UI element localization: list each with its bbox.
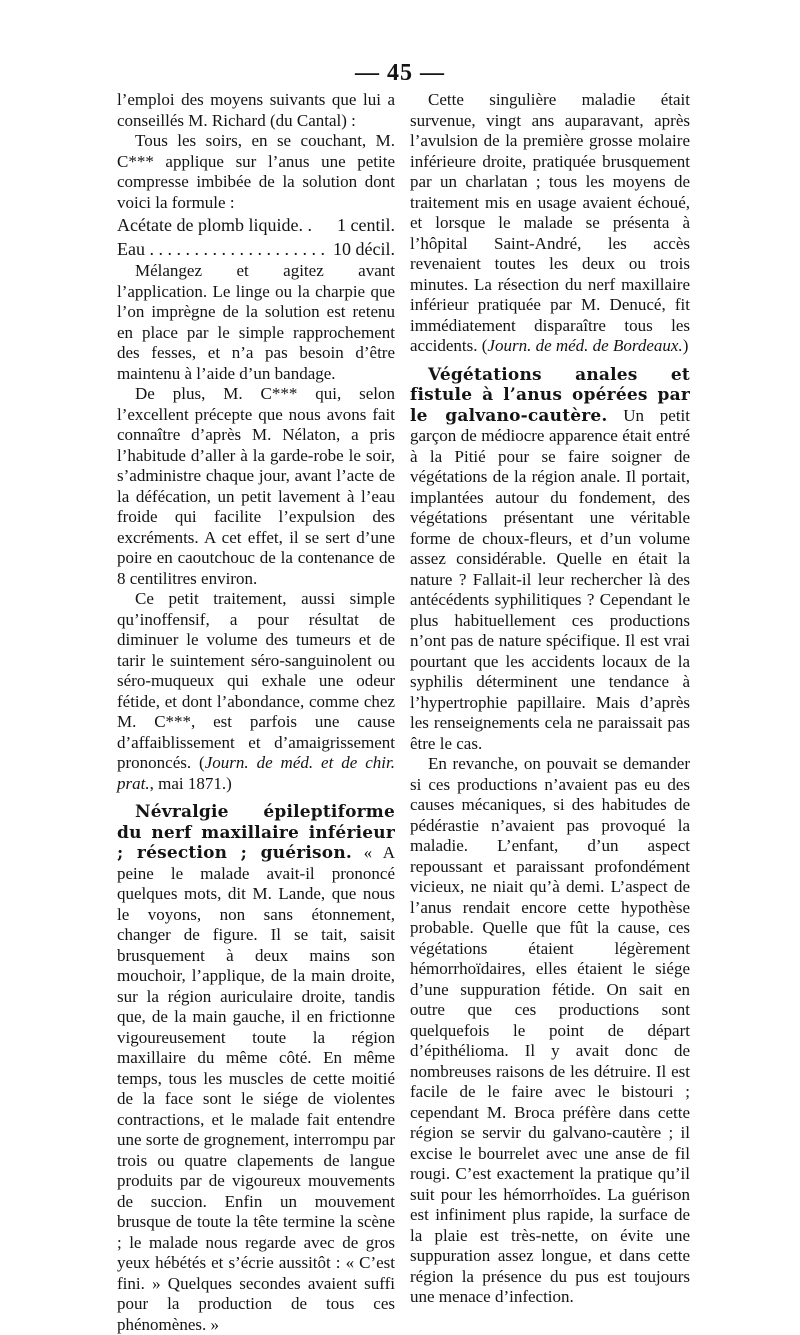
formula-ingredient: Eau . . . . . . . . . . . . . . . . . . . . bbox=[117, 239, 325, 259]
paragraph-text: Cette singulière maladie était survenue, vingt ans auparavant, après l’avulsion de la première grosse molaire inférieure droite, pratiquée brusquement par un charlatan ; tous les moyens de traitement mis en usage avaient échoué, et lorsque le malade se présenta à l’hôpital Saint-André, les accès revenaient toutes les deux ou trois minutes. La résection du nerf maxillaire inférieur pratiquée par M. Denucé, fit immédiatement disparaître tous les accidents. ( bbox=[410, 90, 690, 355]
page-number: — 45 — bbox=[355, 60, 445, 86]
left-column bbox=[117, 90, 395, 1335]
paragraph: En revanche, on pouvait se demander si ces productions n’avaient pas eu des causes mécaniques, si des habitudes de pédérastie n’avaient pas provoqué la maladie. L’enfant, d’un aspect repoussant et paraissant profondément vicieux, ne niait qu’à demi. L’aspect de l’anus rendait encore cette hypothèse probable. Quelle que fût la cause, ces végétations étaient légèrement hémorrhoïdaires, elles étaient le siége d’une suppuration fétide. On sait en outre que ces productions sont quelquefois le point de départ d’épithélioma. Il y avait donc de nombreuses raisons de les détruire. Il est facile de le faire avec le bistouri ; cependant M. Broca préfère dans cette région se servir du galvano-cautère ; il excise le bourrelet avec une anse de fil rougi. C’est exactement la pratique qu’il suit pour les hémorrhoïdes. La guérison est infiniment plus rapide, la surface de la plaie est très-nette, on évite une suppuration assez longue, et dans cette région la présence du pus est toujours une menace d’infection. bbox=[410, 754, 690, 1306]
article-heading: Névralgie épileptiforme du nerf maxillaire inférieur ; résection ; guérison. bbox=[117, 802, 395, 863]
article bbox=[410, 365, 690, 755]
paragraph-text: Ce petit traitement, aussi simple qu’inoffensif, a pour résultat de diminuer le volume des tumeurs et de tarir le suintement séro-sanguinolent ou séro-muqueux qui exhale une odeur fétide, et dont l’abondance, comme chez M. C***, est parfois une cause d’affaiblissement et d’amaigrissement prononcés. ( bbox=[117, 589, 395, 772]
formula-ingredient: Acétate de plomb liquide. . bbox=[117, 215, 312, 235]
right-column bbox=[410, 90, 690, 1308]
paragraph: Mélangez et agitez avant l’application. Le linge ou la charpie que l’on imprègne de la solution est retenu en place par le simple rapprochement des fesses, et n’a pas besoin d’être maintenu à l’aide d’un bandage. bbox=[117, 261, 395, 383]
paragraph bbox=[410, 90, 690, 357]
article bbox=[117, 802, 395, 1335]
paragraph-text: ) bbox=[682, 336, 689, 355]
formula-row bbox=[117, 237, 395, 261]
formula-quantity: 10 décil. bbox=[333, 239, 395, 259]
paragraph-text: , mai 1871.) bbox=[149, 773, 232, 793]
citation: Journ. de méd. de Bordeaux. bbox=[487, 336, 683, 355]
paragraph bbox=[117, 589, 395, 794]
article-heading: Végétations anales et fistule à l’anus opérées par le galvano-cautère. bbox=[410, 364, 690, 426]
paragraph: De plus, M. C*** qui, selon l’excellent précepte que nous avons fait connaître d’après M. Nélaton, a pris l’habitude d’aller à la garde-robe le soir, s’administre chaque jour, avant l’acte de la défécation, un petit lavement à l’eau froide qui facilite l’expulsion des excréments. A cet effet, il se sert d’une poire en caoutchouc de la contenance de 8 centilitres environ. bbox=[117, 384, 395, 588]
formula-row bbox=[117, 213, 395, 237]
article-text: « A peine le malade avait-il prononcé quelques mots, dit M. Lande, que nous le voyons, non sans étonnement, changer de figure. Il se tait, saisit brusquement à deux mains son mouchoir, l’applique, de la main droite, sur la région auriculaire droite, tandis que, de la main gauche, il en frictionne vigoureusement toute la région maxillaire du même côté. En même temps, tous les muscles de cette moitié de la face sont le siége de violentes contractions, et le malade fait entendre une sorte de grognement, interrompu par trois ou quatre clapements de langue produits par de vigoureux mouvements de succion. Enfin un mouvement brusque de toute la tête termine la scène ; le malade nous regarde avec de gros yeux hébétés et s’écrie aussitôt : « C’est fini. » Quelques secondes avaient suffi pour la production de tous ces phénomènes. » bbox=[117, 843, 395, 1334]
article-text: Un petit garçon de médiocre apparence était entré à la Pitié pour se faire soigner de végétations de la région anale. Il portait, implantées autour du fondement, des végétations présentant une véritable forme de choux-fleurs, et d’un volume assez considérable. Quelle en était la nature ? Fallait-il leur rechercher là des antécédents syphilitiques ? Cependant le plus habituellement ces productions n’ont pas de nature spécifique. Il est vrai pourtant que les accidents locaux de la syphilis déterminent une tendance à l’hypertrophie papillaire. Mais d’après les renseignements cela ne paraissait pas être le cas. bbox=[410, 405, 690, 753]
citation: Journ. de méd. et de chir. prat. bbox=[117, 753, 395, 793]
paragraph: Tous les soirs, en se couchant, M. C*** applique sur l’anus une petite compresse imbibée de la solution dont voici la formule : bbox=[117, 131, 395, 212]
formula-quantity: 1 centil. bbox=[337, 215, 395, 235]
formula bbox=[117, 213, 395, 261]
paragraph: l’emploi des moyens suivants que lui a conseillés M. Richard (du Cantal) : bbox=[117, 90, 395, 130]
